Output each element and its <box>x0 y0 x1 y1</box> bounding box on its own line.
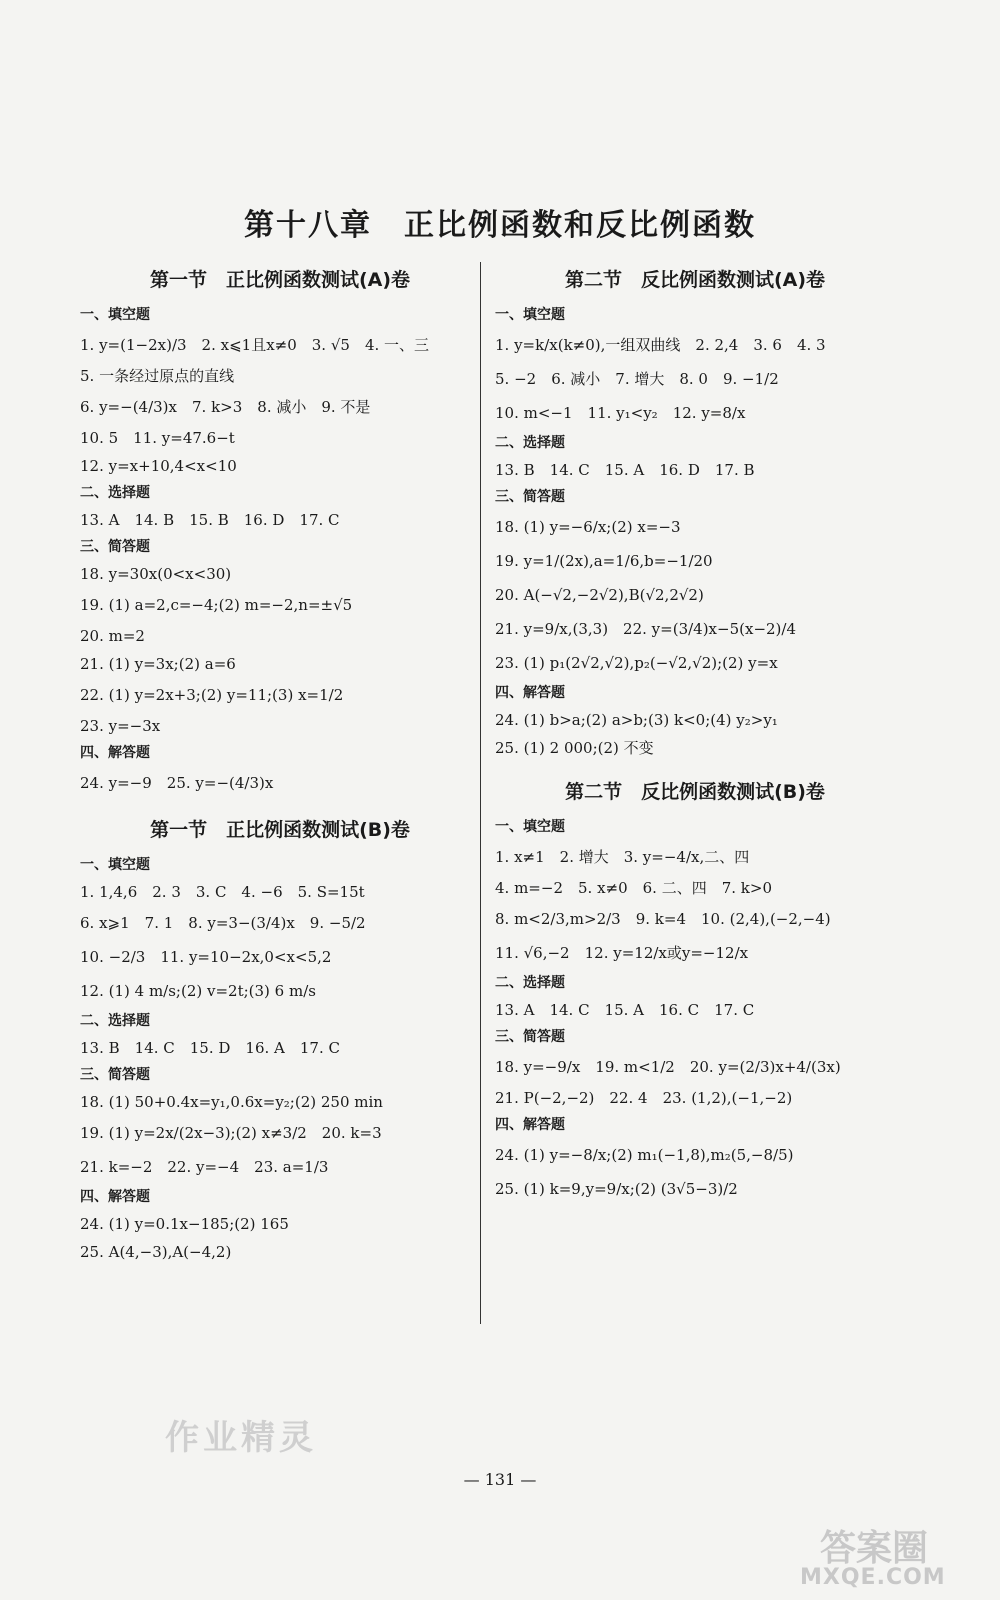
question-type-heading: 三、简答题 <box>80 539 150 555</box>
watermark-logo: 答案圈 <box>820 1528 929 1569</box>
answer-line: 11. √6,−2 12. y=12/x或y=−12/x <box>495 944 749 962</box>
question-type-heading: 二、选择题 <box>495 435 565 451</box>
section-gap <box>80 800 480 812</box>
answer-line: 4. m=−2 5. x≠0 6. 二、四 7. k>0 <box>495 879 772 897</box>
answer-line: 13. A 14. C 15. A 16. C 17. C <box>495 1001 755 1019</box>
answer-line: 6. x⩾1 7. 1 8. y=3−(3/4)x 9. −5/2 <box>80 914 366 932</box>
question-type-heading: 三、简答题 <box>80 1067 150 1083</box>
right-column <box>495 262 895 1206</box>
answer-line: 1. y=(1−2x)/3 2. x⩽1且x≠0 3. √5 4. 一、三 <box>80 336 430 354</box>
answer-line: 22. (1) y=2x+3;(2) y=11;(3) x=1/2 <box>80 686 344 704</box>
question-type-heading: 二、选择题 <box>80 485 150 501</box>
answer-line: 12. (1) 4 m/s;(2) v=2t;(3) 6 m/s <box>80 982 316 1000</box>
question-type-heading: 一、填空题 <box>80 857 150 873</box>
answer-line: 13. A 14. B 15. B 16. D 17. C <box>80 511 340 529</box>
question-type-heading: 四、解答题 <box>80 1189 150 1205</box>
answer-line: 1. y=k/x(k≠0),一组双曲线 2. 2,4 3. 6 4. 3 <box>495 336 826 354</box>
answer-line: 1. x≠1 2. 增大 3. y=−4/x,二、四 <box>495 848 750 866</box>
answer-line: 18. y=30x(0<x<30) <box>80 565 232 583</box>
question-type-heading: 三、简答题 <box>495 1029 565 1045</box>
answer-line: 10. 5 11. y=47.6−t <box>80 429 235 447</box>
answer-line: 10. −2/3 11. y=10−2x,0<x<5,2 <box>80 948 332 966</box>
question-type-heading: 一、填空题 <box>495 307 565 323</box>
answer-line: 10. m<−1 11. y₁<y₂ 12. y=8/x <box>495 404 746 422</box>
section-title: 第二节 反比例函数测试(B)卷 <box>565 781 825 803</box>
answer-line: 24. (1) y=0.1x−185;(2) 165 <box>80 1215 289 1233</box>
answer-line: 18. (1) 50+0.4x=y₁,0.6x=y₂;(2) 250 min <box>80 1093 383 1111</box>
answer-line: 23. (1) p₁(2√2,√2),p₂(−√2,√2);(2) y=x <box>495 654 778 672</box>
answer-line: 19. (1) a=2,c=−4;(2) m=−2,n=±√5 <box>80 596 353 614</box>
answer-line: 13. B 14. C 15. D 16. A 17. C <box>80 1039 340 1057</box>
answer-line: 1. 1,4,6 2. 3 3. C 4. −6 5. S=15t <box>80 883 365 901</box>
question-type-heading: 一、填空题 <box>495 819 565 835</box>
question-type-heading: 一、填空题 <box>80 307 150 323</box>
question-type-heading: 二、选择题 <box>80 1013 150 1029</box>
answer-line: 19. y=1/(2x),a=1/6,b=−1/20 <box>495 552 713 570</box>
section-gap <box>495 762 895 774</box>
watermark-left: 作业精灵 <box>165 1418 317 1458</box>
question-type-heading: 四、解答题 <box>495 685 565 701</box>
answer-line: 20. A(−√2,−2√2),B(√2,2√2) <box>495 586 704 604</box>
answer-line: 5. −2 6. 减小 7. 增大 8. 0 9. −1/2 <box>495 370 779 388</box>
answer-line: 12. y=x+10,4<x<10 <box>80 457 237 475</box>
answer-line: 6. y=−(4/3)x 7. k>3 8. 减小 9. 不是 <box>80 398 371 416</box>
question-type-heading: 四、解答题 <box>495 1117 565 1133</box>
answer-line: 24. (1) b>a;(2) a>b;(3) k<0;(4) y₂>y₁ <box>495 711 778 729</box>
left-column <box>80 262 480 1266</box>
question-type-heading: 四、解答题 <box>80 745 150 761</box>
answer-line: 21. (1) y=3x;(2) a=6 <box>80 655 236 673</box>
column-divider <box>480 262 481 1324</box>
answer-line: 18. (1) y=−6/x;(2) x=−3 <box>495 518 681 536</box>
answer-line: 21. P(−2,−2) 22. 4 23. (1,2),(−1,−2) <box>495 1089 793 1107</box>
answer-line: 25. (1) 2 000;(2) 不变 <box>495 739 654 757</box>
question-type-heading: 三、简答题 <box>495 489 565 505</box>
answer-line: 21. k=−2 22. y=−4 23. a=1/3 <box>80 1158 329 1176</box>
answer-line: 24. y=−9 25. y=−(4/3)x <box>80 774 274 792</box>
answer-line: 23. y=−3x <box>80 717 161 735</box>
question-type-heading: 二、选择题 <box>495 975 565 991</box>
answer-line: 21. y=9/x,(3,3) 22. y=(3/4)x−5(x−2)/4 <box>495 620 797 638</box>
answer-line: 8. m<2/3,m>2/3 9. k=4 10. (2,4),(−2,−4) <box>495 910 831 928</box>
section-title: 第一节 正比例函数测试(B)卷 <box>150 819 410 841</box>
answer-line: 20. m=2 <box>80 627 145 645</box>
chapter-title: 第十八章 正比例函数和反比例函数 <box>244 208 756 243</box>
page-number: — 131 — <box>463 1470 537 1489</box>
answer-line: 18. y=−9/x 19. m<1/2 20. y=(2/3)x+4/(3x) <box>495 1058 841 1076</box>
answer-line: 13. B 14. C 15. A 16. D 17. B <box>495 461 755 479</box>
section-title: 第一节 正比例函数测试(A)卷 <box>149 269 411 291</box>
answer-line: 24. (1) y=−8/x;(2) m₁(−1,8),m₂(5,−8/5) <box>495 1146 794 1164</box>
answer-line: 25. A(4,−3),A(−4,2) <box>80 1243 232 1261</box>
answer-line: 5. 一条经过原点的直线 <box>80 367 235 385</box>
section-title: 第二节 反比例函数测试(A)卷 <box>564 269 826 291</box>
answer-line: 25. (1) k=9,y=9/x;(2) (3√5−3)/2 <box>495 1180 738 1198</box>
watermark-site: MXQE.COM <box>800 1565 946 1590</box>
answer-line: 19. (1) y=2x/(2x−3);(2) x≠3/2 20. k=3 <box>80 1124 382 1142</box>
